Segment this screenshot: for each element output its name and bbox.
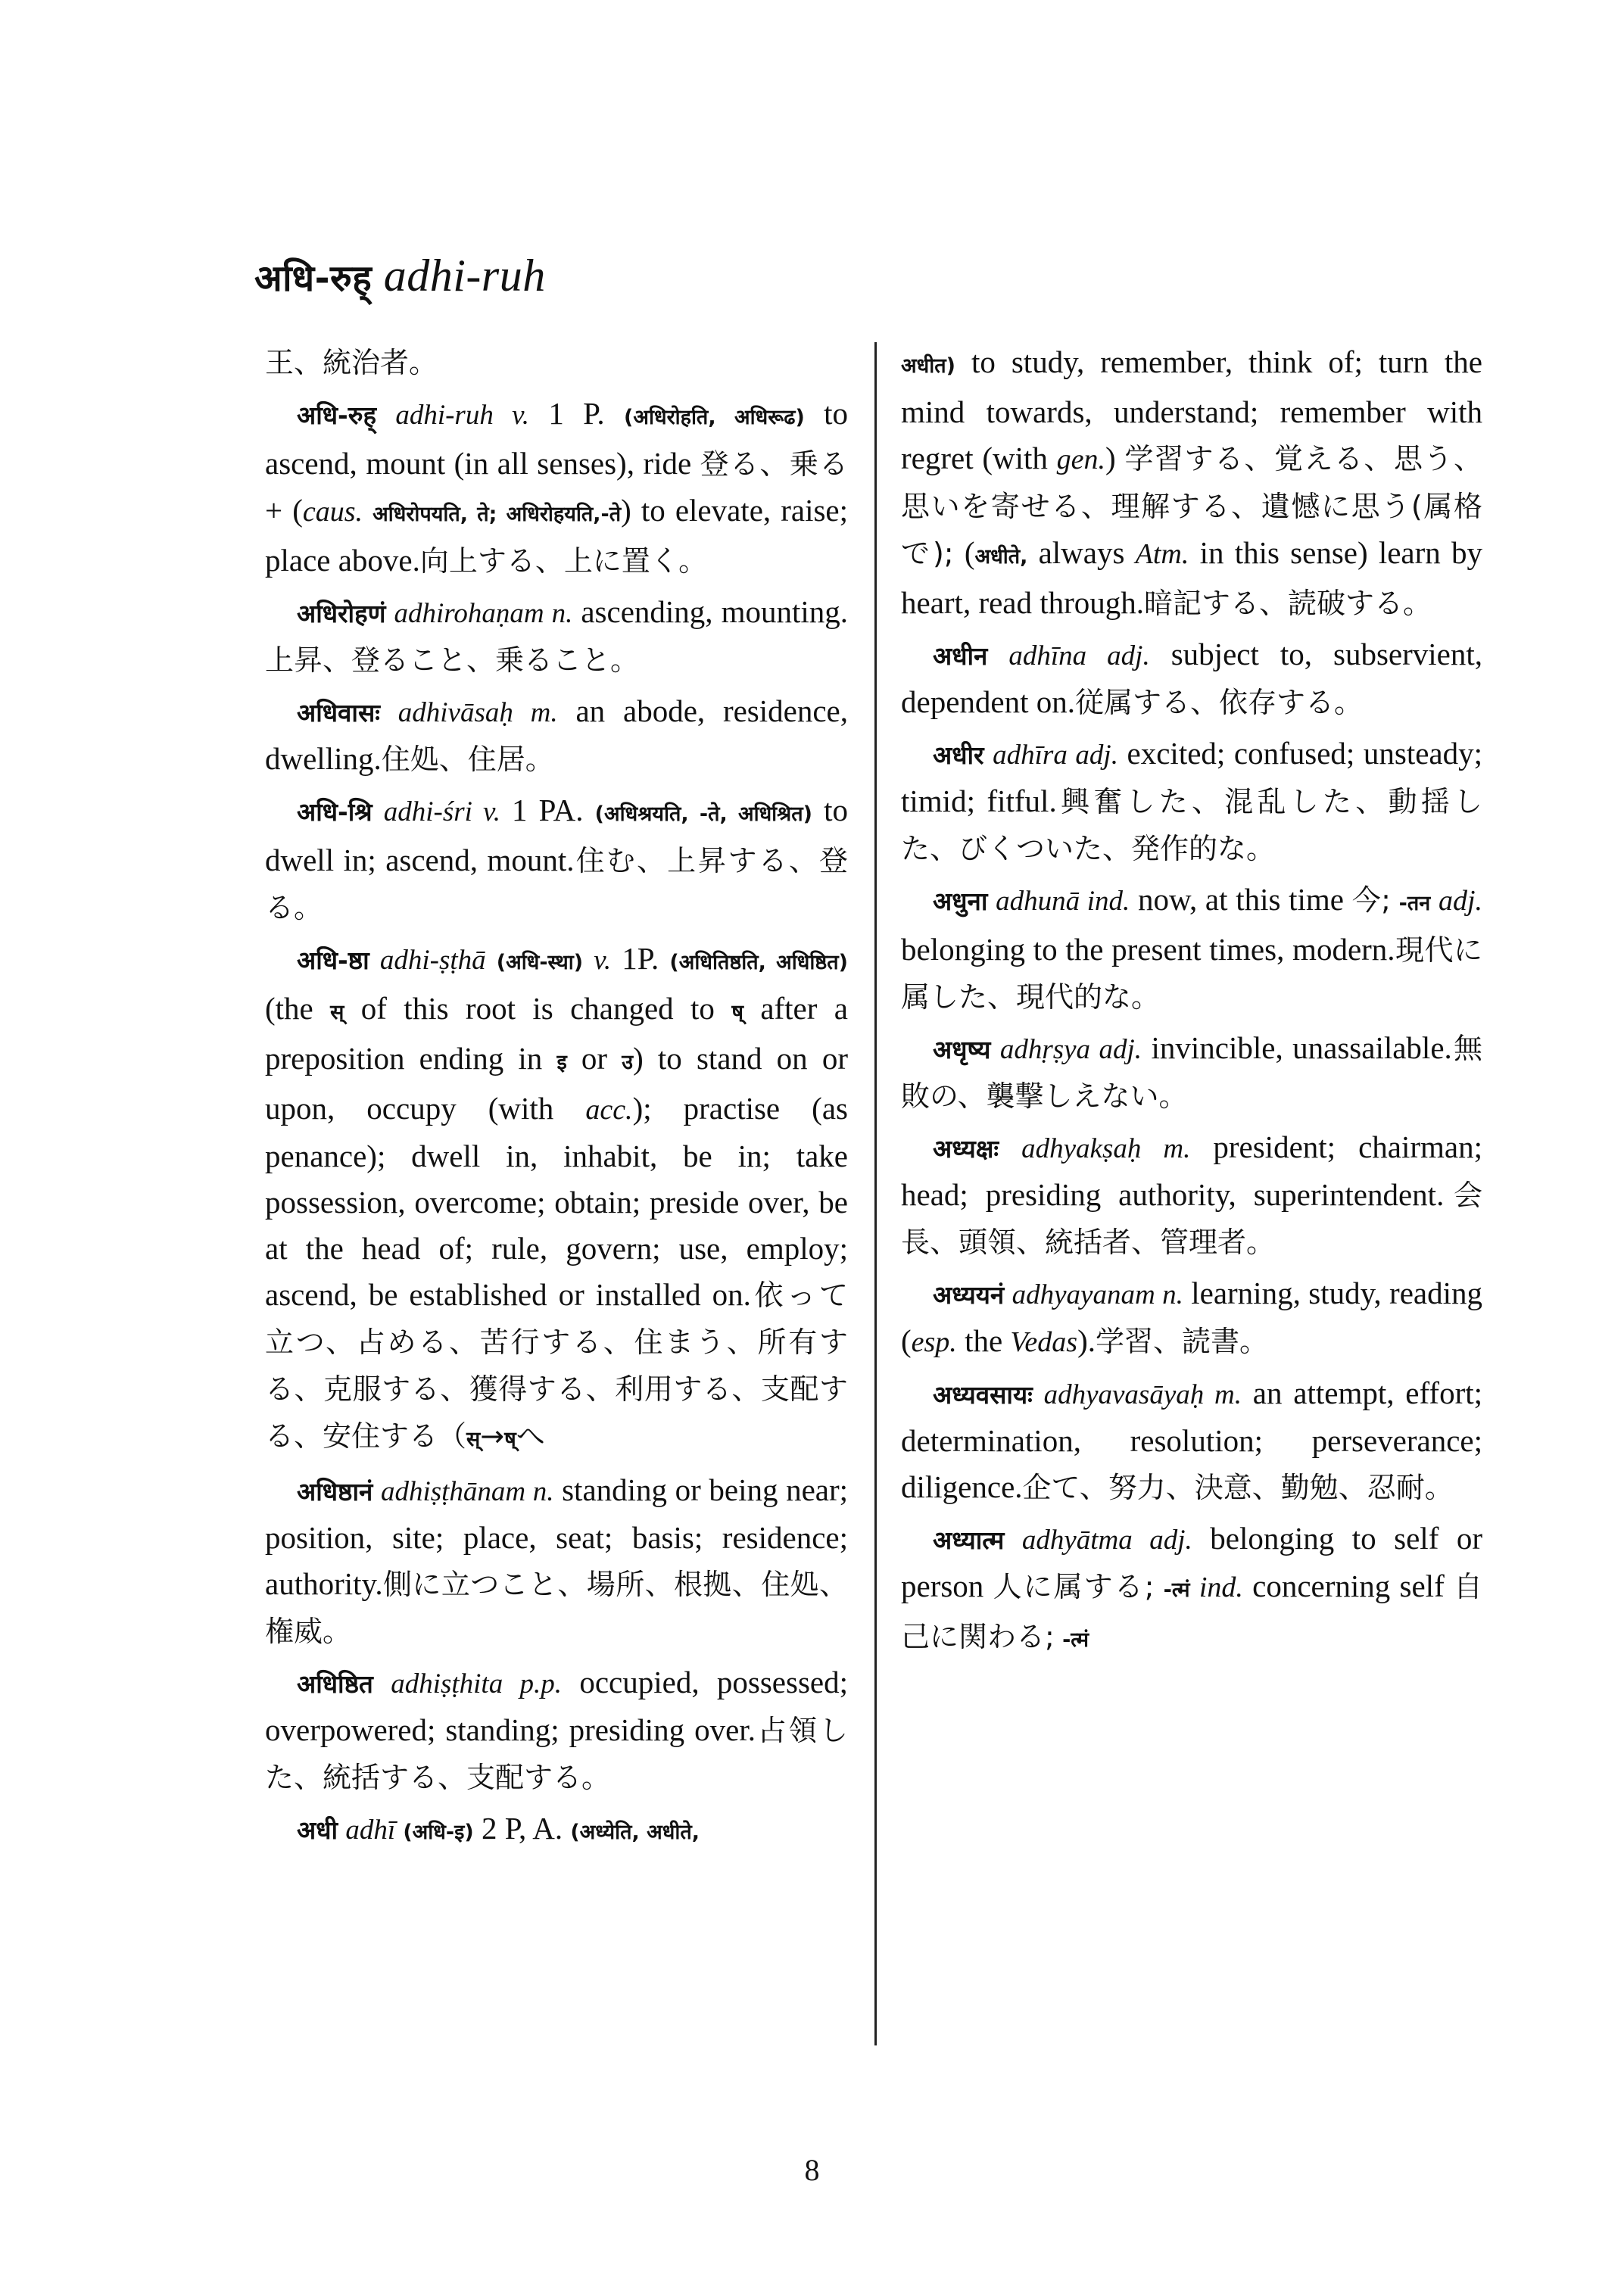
spacer: [372, 1472, 381, 1507]
entry-transliteration: adhi-ruh v.: [395, 400, 530, 431]
entry-headword: अध्यवसायः: [933, 1380, 1033, 1410]
devanagari-form: इ: [556, 1051, 567, 1074]
english-gloss: + (: [265, 493, 303, 528]
spacer: [987, 882, 996, 917]
japanese-gloss: 住む、上昇する、登る。: [265, 844, 848, 924]
english-gloss: to study, remember, think of; turn the mind towards, understand; remember with regret (with: [901, 344, 1482, 475]
japanese-gloss: 学習する、覚える、思う、思いを寄せる、理解する、遺憾に思う(属格で);: [901, 442, 1483, 570]
japanese-gloss: 今;: [1351, 883, 1391, 917]
guideword-roman: adhi-ruh: [383, 251, 546, 301]
right-column: [901, 339, 1482, 1663]
japanese-gloss: 現代に属した、現代的な。: [901, 933, 1482, 1014]
spacer: [999, 1129, 1021, 1164]
entry-headword: अधुना: [933, 886, 988, 916]
devanagari-form: (अधितिष्ठति, अधिष्ठित): [669, 951, 849, 974]
english-gloss: [583, 941, 594, 976]
devanagari-form: -त्मं: [1163, 1578, 1190, 1602]
entry-headword: अधि-ष्ठा: [297, 946, 369, 975]
entry-transliteration: adhī: [345, 1815, 396, 1846]
english-gloss: [486, 941, 497, 976]
japanese-gloss: 向上する、上に置く。: [419, 544, 708, 578]
english-gloss: [1055, 1618, 1062, 1653]
japanese-gloss: 上昇、登ること、乗ること。: [265, 643, 640, 677]
dictionary-entry: [901, 631, 1482, 726]
dictionary-entry: [265, 936, 848, 1463]
english-gloss: learning, study, reading (: [901, 1276, 1482, 1358]
english-gloss: belonging to self or person: [901, 1521, 1482, 1603]
entry-headword: अध्यक्षः: [933, 1134, 999, 1164]
english-gloss: [1154, 1569, 1163, 1603]
devanagari-form: (अधिश्रयति, -ते, अधिश्रित): [594, 802, 813, 826]
english-gloss: ) to stand on or upon, occupy (with: [265, 1041, 848, 1126]
entry-transliteration: adhṛṣya adj.: [999, 1034, 1142, 1065]
entry-headword: अध्ययनं: [933, 1280, 1005, 1310]
entry-headword: अधिवासः: [297, 698, 380, 727]
entry-headword: अधिष्ठानं: [297, 1477, 373, 1506]
entry-transliteration: adhunā ind.: [996, 886, 1130, 917]
japanese-gloss: 占領した、統括する、支配する。: [265, 1714, 848, 1794]
dictionary-entry: [901, 339, 1482, 627]
grammar-label: Atm.: [1135, 538, 1189, 570]
english-gloss: 2 P, A.: [473, 1811, 571, 1846]
entry-transliteration: adhiṣṭhānam n.: [380, 1476, 554, 1507]
english-gloss: in this sense) learn by heart, read through.: [901, 535, 1482, 620]
dictionary-entry: [901, 877, 1482, 1020]
english-gloss: ascending, mounting.: [572, 594, 848, 629]
entry-headword: अधीर: [933, 740, 984, 770]
entry-headword: अधि-रुह्: [297, 400, 377, 430]
dictionary-entry: [265, 1467, 848, 1655]
japanese-gloss: 依って立つ、占める、苦行する、住まう、所有する、克服する、獲得する、利用する、支配する、安住する（: [265, 1279, 848, 1453]
english-gloss: invincible, unassailable.: [1142, 1030, 1452, 1065]
dictionary-entry: [265, 589, 848, 684]
japanese-gloss: 住処、住居。: [381, 743, 554, 776]
entry-transliteration: adhirohaṇam n.: [394, 598, 573, 629]
entry-transliteration: adhivāsaḥ m.: [397, 697, 558, 728]
japanese-gloss: 側に立つこと、場所、根拠、住処、権威。: [265, 1568, 848, 1648]
entry-transliteration: adhīra adj.: [993, 740, 1118, 771]
grammar-label: adj.: [1438, 885, 1483, 917]
dictionary-entry: [901, 1124, 1482, 1266]
grammar-label: caus.: [302, 496, 363, 528]
left-column: [265, 339, 848, 1855]
english-gloss: an attempt, effort; determination, resolution; perseverance; diligence.: [901, 1375, 1483, 1504]
spacer: [376, 396, 395, 431]
english-gloss: (: [953, 535, 975, 570]
english-gloss: 1P.: [611, 941, 670, 976]
grammar-label: acc.: [585, 1094, 633, 1126]
english-gloss: [1430, 882, 1439, 917]
japanese-gloss: 暗記する、読破する。: [1144, 587, 1432, 620]
japanese-gloss: 王、統治者。: [265, 346, 438, 379]
japanese-gloss: 無敗の、襲撃しえない。: [901, 1032, 1482, 1113]
english-gloss: ); practise (as penance); dwell in, inhabit, be in; take possession, overcome; obtain; preside over, be at the head of; rule, govern; use, employ; ascend, be established or installed on.: [265, 1091, 848, 1312]
english-gloss: ): [1105, 441, 1125, 475]
entry-transliteration: adhīna adj.: [1008, 640, 1150, 671]
english-gloss: occupied, possessed; overpowered; standing; presiding over.: [265, 1665, 849, 1747]
entry-transliteration: adhyayanam n.: [1011, 1279, 1183, 1310]
spacer: [1004, 1521, 1022, 1556]
dictionary-entry: [901, 1370, 1482, 1511]
english-gloss: subject to, subservient, dependent on.: [901, 637, 1483, 719]
english-gloss: 1 P.: [529, 396, 624, 431]
english-gloss: [1391, 882, 1399, 917]
entry-transliteration: adhi-śri v.: [383, 796, 500, 827]
dictionary-entry: [265, 391, 848, 584]
japanese-gloss: 企て、努力、決意、勤勉、忍耐。: [1022, 1471, 1454, 1504]
english-gloss: [1190, 1569, 1199, 1603]
devanagari-form: अधीते,: [974, 545, 1028, 569]
entry-headword: अधिष्ठित: [297, 1669, 373, 1699]
english-gloss: always: [1027, 535, 1136, 570]
grammar-label: esp.: [911, 1326, 957, 1358]
devanagari-form: -तन: [1398, 892, 1431, 915]
english-gloss: or: [566, 1041, 622, 1076]
grammar-label: gen.: [1056, 444, 1106, 475]
english-gloss: [395, 1811, 403, 1846]
english-gloss: [363, 493, 372, 528]
entry-transliteration: adhyavasāyaḥ m.: [1043, 1379, 1242, 1410]
japanese-gloss: 自己に関わる;: [901, 1570, 1482, 1653]
entry-transliteration: v.: [594, 945, 612, 976]
grammar-label: Vedas: [1010, 1326, 1078, 1358]
devanagari-form: (अधिरोहति, अधिरूढ): [624, 406, 805, 429]
spacer: [1033, 1375, 1044, 1410]
devanagari-form: स्: [330, 1001, 344, 1024]
english-gloss: now, at this time: [1130, 882, 1352, 917]
devanagari-form: -त्मं: [1062, 1628, 1089, 1652]
entry-headword: अधि-श्रि: [297, 797, 372, 827]
japanese-gloss: へ: [516, 1419, 545, 1453]
column-divider: [874, 342, 877, 2045]
japanese-gloss: 従属する、依存する。: [1074, 686, 1363, 719]
english-gloss: to ascend, mount (in all senses), ride: [265, 396, 848, 481]
english-gloss: ) to elevate, raise; place above.: [265, 493, 849, 578]
japanese-gloss: →: [480, 1419, 505, 1453]
spacer: [987, 637, 1008, 671]
dictionary-entry: [901, 1270, 1482, 1366]
dictionary-entry: [901, 731, 1482, 872]
devanagari-form: (अधि-इ): [403, 1821, 474, 1844]
dictionary-entry: [265, 787, 848, 931]
dictionary-entry: [265, 1805, 848, 1855]
spacer: [1004, 1276, 1011, 1310]
page-header-guideword: [254, 250, 546, 302]
entry-headword: अधिरोहणं: [297, 599, 386, 628]
dictionary-entry: [265, 688, 848, 783]
entry-headword: अधृष्य: [933, 1035, 991, 1064]
spacer: [369, 941, 380, 976]
spacer: [372, 793, 384, 827]
devanagari-form: उ: [622, 1051, 634, 1074]
grammar-label: ind.: [1199, 1572, 1243, 1603]
entry-transliteration: adhiṣṭhita p.p.: [391, 1668, 563, 1699]
entry-headword: अधीन: [933, 641, 988, 671]
devanagari-form: अधिरोपयति, ते; अधिरोहयति,-ते: [372, 503, 622, 526]
dictionary-entry: [901, 1516, 1482, 1663]
spacer: [373, 1665, 391, 1699]
japanese-gloss: 学習、読書。: [1095, 1325, 1268, 1358]
spacer: [984, 736, 993, 771]
entry-transliteration: adhi-ṣṭhā: [379, 945, 486, 976]
devanagari-form: अधीत): [901, 354, 955, 378]
english-gloss: ).: [1077, 1323, 1096, 1358]
page-number: 8: [804, 2153, 820, 2187]
japanese-gloss: 会長、頭領、統括者、管理者。: [901, 1179, 1482, 1259]
english-gloss: excited; confused; unsteady; timid; fitful.: [901, 736, 1483, 818]
devanagari-form: ष्: [504, 1428, 516, 1451]
spacer: [338, 1811, 345, 1846]
english-gloss: standing or being near; position, site; place, seat; basis; residence; authority.: [265, 1472, 849, 1601]
english-gloss: of this root is changed to: [344, 991, 732, 1026]
english-gloss: after a preposition ending in: [265, 991, 848, 1076]
english-gloss: 1 PA.: [500, 793, 595, 827]
spacer: [990, 1030, 999, 1065]
entry-headword: अध्यात्म: [933, 1525, 1005, 1555]
dictionary-entry: [901, 1025, 1482, 1120]
entry-transliteration: adhyakṣaḥ m.: [1021, 1133, 1191, 1164]
entry-transliteration: adhyātma adj.: [1021, 1525, 1192, 1556]
english-gloss: belonging to the present times, modern.: [901, 932, 1395, 967]
devanagari-form: (अधि-स्था): [496, 951, 584, 974]
dictionary-entry: [265, 339, 848, 386]
devanagari-form: स्: [466, 1428, 481, 1451]
english-gloss: concerning self: [1242, 1569, 1454, 1603]
devanagari-form: (अध्येति, अधीते,: [570, 1821, 700, 1844]
english-gloss: an abode, residence, dwelling.: [265, 693, 848, 776]
english-gloss: president; chairman; head; presiding authority, superintendent.: [901, 1129, 1482, 1212]
english-gloss: (the: [265, 991, 331, 1026]
english-gloss: to dwell in; ascend, mount.: [265, 793, 848, 877]
spacer: [385, 594, 394, 629]
japanese-gloss: 興奮した、混乱した、動揺した、びくついた、発作的な。: [901, 785, 1482, 865]
spacer: [380, 693, 398, 728]
english-gloss: the: [956, 1323, 1011, 1358]
guideword-devanagari: अधि-रुह्: [254, 257, 372, 300]
dictionary-entry: [265, 1659, 848, 1801]
japanese-gloss: 登る、乗る: [700, 447, 848, 481]
japanese-gloss: 人に属する;: [993, 1570, 1155, 1603]
entry-headword: अधी: [297, 1815, 338, 1845]
devanagari-form: ष्: [731, 1001, 743, 1024]
